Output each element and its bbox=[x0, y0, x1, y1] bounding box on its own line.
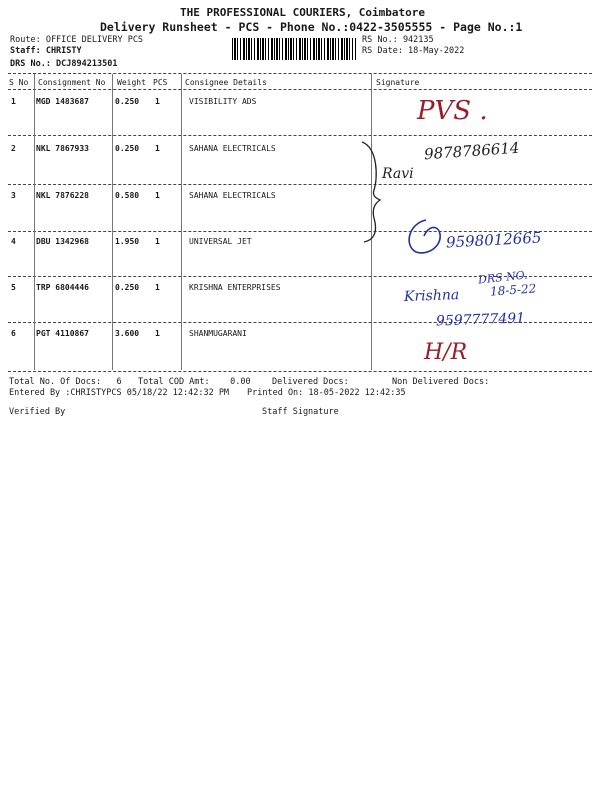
row-2-consignment: NKL 7867933 bbox=[36, 144, 89, 153]
row-1-consignee: VISIBILITY ADS bbox=[189, 97, 257, 106]
non-delivered-docs: Non Delivered Docs: bbox=[392, 377, 490, 387]
entered-by: Entered By :CHRISTYPCS 05/18/22 12:42:32 PM bbox=[9, 388, 230, 398]
row-4-consignment: DBU 1342968 bbox=[36, 237, 89, 246]
row-3-sno: 3 bbox=[11, 191, 16, 200]
delivered-docs: Delivered Docs: bbox=[272, 377, 349, 387]
row-2-pcs: 1 bbox=[155, 144, 160, 153]
rs-number: RS No.: 942135 bbox=[362, 35, 434, 45]
column-divider bbox=[112, 74, 113, 370]
row-6-sno: 6 bbox=[11, 329, 16, 338]
signature-row-6: H/R bbox=[424, 340, 468, 365]
column-divider bbox=[181, 74, 182, 370]
row-3-consignment: NKL 7876228 bbox=[36, 191, 89, 200]
signature-row-2-name: Ravi bbox=[382, 166, 414, 182]
row-6-pcs: 1 bbox=[155, 329, 160, 338]
col-sno-header: S No bbox=[9, 78, 29, 87]
col-consignee-header: Consignee Details bbox=[185, 78, 267, 87]
signature-row-5-phone: 9597777491 bbox=[435, 310, 526, 330]
drs-number: DRS No.: DCJ894213501 bbox=[10, 59, 118, 69]
table-bottom-rule bbox=[8, 371, 592, 372]
route-label: Route: OFFICE DELIVERY PCS bbox=[10, 35, 144, 45]
row-4-pcs: 1 bbox=[155, 237, 160, 246]
row-4-sno: 4 bbox=[11, 237, 16, 246]
row-2-weight: 0.250 bbox=[115, 144, 140, 153]
row-3-pcs: 1 bbox=[155, 191, 160, 200]
row-6-consignment: PGT 4110867 bbox=[36, 329, 89, 338]
row-1-consignment: MGD 1483687 bbox=[36, 97, 89, 106]
row-5-sno: 5 bbox=[11, 283, 16, 292]
printed-on: Printed On: 18-05-2022 12:42:35 bbox=[247, 388, 406, 398]
rs-date: RS Date: 18-May-2022 bbox=[362, 46, 465, 56]
signature-row-4-scribble bbox=[402, 216, 450, 258]
row-2-consignee: SAHANA ELECTRICALS bbox=[189, 144, 276, 153]
row-rule bbox=[8, 184, 592, 185]
brace-mark bbox=[356, 138, 386, 244]
company-title: THE PROFESSIONAL COURIERS, Coimbatore bbox=[180, 6, 426, 19]
row-6-weight: 3.600 bbox=[115, 329, 140, 338]
signature-row-5-name: Krishna bbox=[403, 287, 460, 305]
row-6-consignee: SHANMUGARANI bbox=[189, 329, 247, 338]
row-1-weight: 0.250 bbox=[115, 97, 140, 106]
row-4-consignee: UNIVERSAL JET bbox=[189, 237, 252, 246]
signature-row-5-date: 18-5-22 bbox=[489, 281, 537, 299]
column-divider bbox=[34, 74, 35, 370]
row-3-consignee: SAHANA ELECTRICALS bbox=[189, 191, 276, 200]
total-docs: Total No. Of Docs: 6 bbox=[9, 377, 122, 387]
col-pcs-header: PCS bbox=[153, 78, 168, 87]
row-5-consignment: TRP 6804446 bbox=[36, 283, 89, 292]
table-top-rule bbox=[8, 73, 592, 74]
total-cod: Total COD Amt: 0.00 bbox=[138, 377, 251, 387]
row-1-pcs: 1 bbox=[155, 97, 160, 106]
signature-row-1: PVS . bbox=[417, 96, 488, 126]
signature-row-5-drs-stamp: DRS NO. bbox=[477, 268, 529, 287]
verified-by: Verified By bbox=[9, 407, 66, 417]
col-consignment-header: Consignment No bbox=[38, 78, 106, 87]
row-5-weight: 0.250 bbox=[115, 283, 140, 292]
col-weight-header: Weight bbox=[117, 78, 146, 87]
header-rule bbox=[8, 89, 592, 90]
row-5-pcs: 1 bbox=[155, 283, 160, 292]
staff-signature: Staff Signature bbox=[262, 407, 339, 417]
signature-row-4-phone: 9598012665 bbox=[445, 228, 542, 252]
row-3-weight: 0.580 bbox=[115, 191, 140, 200]
row-4-weight: 1.950 bbox=[115, 237, 140, 246]
col-signature-header: Signature bbox=[376, 78, 420, 87]
staff-label: Staff: CHRISTY bbox=[10, 46, 82, 56]
row-2-sno: 2 bbox=[11, 144, 16, 153]
signature-row-2-phone: 9878786614 bbox=[423, 138, 520, 164]
row-rule bbox=[8, 135, 592, 136]
barcode bbox=[232, 38, 356, 60]
runsheet-subtitle: Delivery Runsheet - PCS - Phone No.:0422-3505555 - Page No.:1 bbox=[100, 20, 523, 34]
row-5-consignee: KRISHNA ENTERPRISES bbox=[189, 283, 281, 292]
row-1-sno: 1 bbox=[11, 97, 16, 106]
